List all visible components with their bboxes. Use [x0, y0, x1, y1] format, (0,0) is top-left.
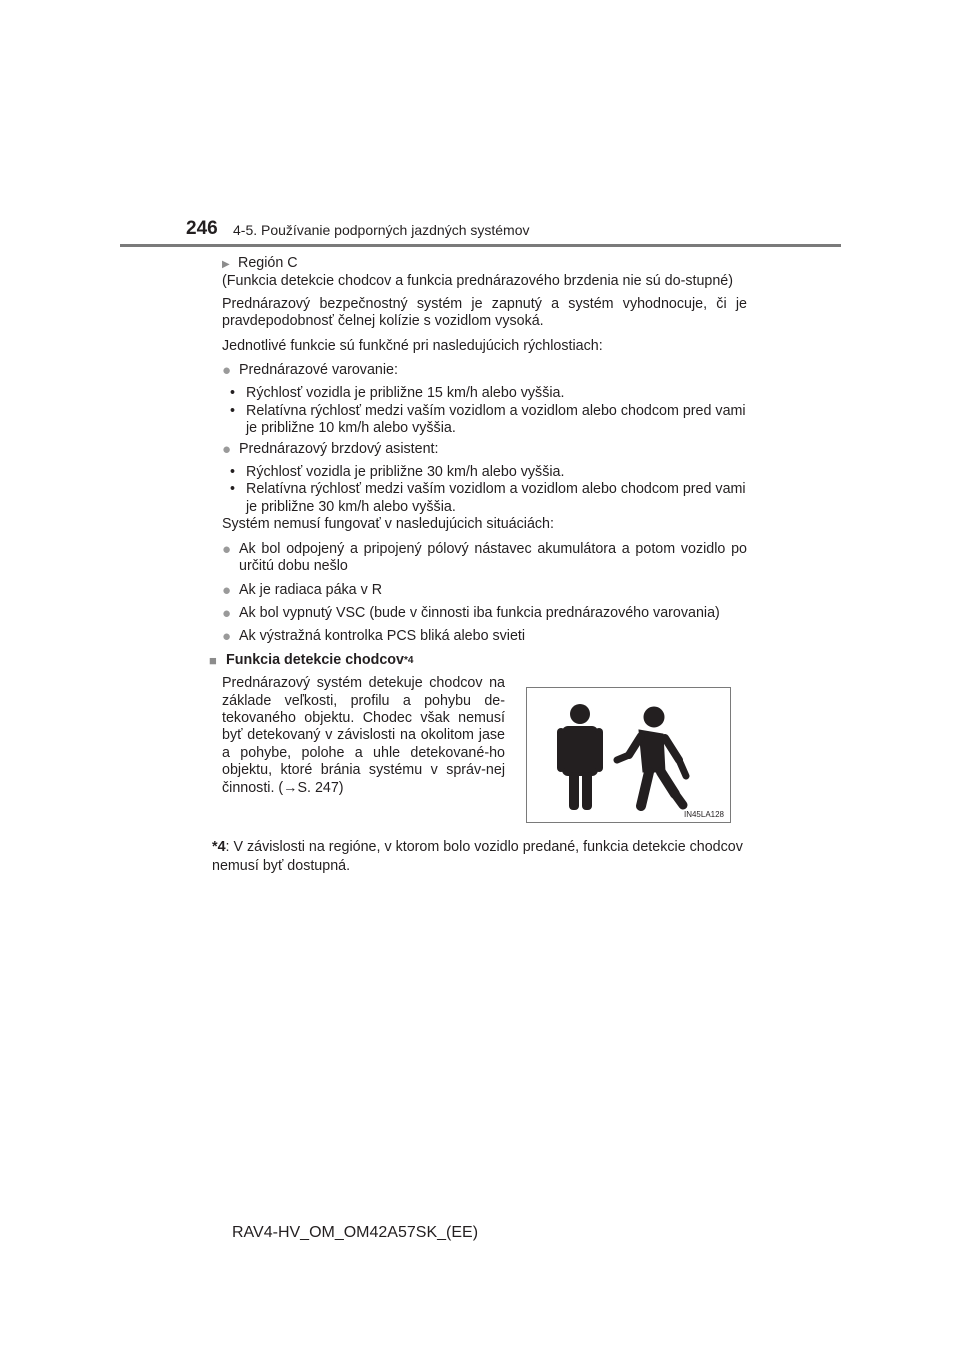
footnote: [212, 838, 747, 876]
triangle-right-icon: ▶: [222, 259, 230, 270]
sub-list: [222, 385, 747, 437]
sub-item: • Rýchlosť vozidla je približne 15 km/h alebo vyššia.: [230, 385, 565, 402]
figure-text: Prednárazový systém detekuje chodcov na základe veľkosti, profilu a pohybu de-tekovaného objektu. Chodec však nemusí byť detekovaný v závislosti na okolitom jase a pohybe, polohe a uhle detekované-ho objektu, ktoré bránia systému v správ-nej činnosti. (→S. 247): [222, 675, 505, 796]
list-item: ● Ak je radiaca páka v R: [222, 581, 383, 599]
footnote-text: : V závislosti na regióne, v ktorom bolo vozidlo predané, funkcia detekcie chodcov nemusí byť dostupná.: [212, 839, 743, 874]
circle-bullet-icon: ●: [222, 604, 232, 622]
paragraph-situations: Systém nemusí fungovať v nasledujúcich situáciách:: [222, 516, 554, 533]
paragraph-speeds: Jednotlivé funkcie sú funkčné pri nasledujúcich rýchlostiach:: [222, 337, 603, 354]
figure-id: IN45LA128: [683, 810, 724, 819]
footer-code: RAV4-HV_OM_OM42A57SK_(EE): [232, 1224, 479, 1241]
circle-bullet-icon: ●: [222, 628, 232, 646]
region-title: ▶ Región C: [222, 255, 747, 273]
circle-bullet-icon: ●: [222, 362, 232, 380]
sub-item: • Relatívna rýchlosť medzi vaším vozidlom a vozidlom alebo chodcom pred vami je približne 10 km/h alebo vyššia.: [230, 402, 746, 437]
circle-bullet-icon: ●: [222, 440, 232, 458]
page-number: 246: [186, 218, 218, 239]
circle-bullet-icon: ●: [222, 581, 232, 599]
sub-item: • Rýchlosť vozidla je približne 30 km/h alebo vyššia.: [230, 464, 565, 481]
region-subtitle: (Funkcia detekcie chodcov a funkcia prednárazového brzdenia nie sú do-stupné): [222, 273, 734, 290]
list-item: ● Ak výstražná kontrolka PCS bliká alebo svieti: [222, 628, 526, 646]
footnote-mark: *4: [212, 839, 226, 855]
paragraph-intro: Prednárazový bezpečnostný systém je zapnutý a systém vyhodnocuje, či je pravdepodobnosť čelnej kolízie s vozidlom vysoká.: [222, 295, 747, 330]
sub-list: [222, 464, 747, 516]
list-item: ● Ak bol vypnutý VSC (bude v činnosti iba funkcia prednárazového varovania): [222, 604, 720, 622]
list-item: ● Prednárazové varovanie:: [222, 362, 398, 380]
sub-item: • Relatívna rýchlosť medzi vaším vozidlom a vozidlom alebo chodcom pred vami je približne 30 km/h alebo vyššia.: [230, 481, 746, 515]
pedestrian-icon: [527, 688, 730, 822]
header-rule: [120, 244, 841, 247]
list-item: ● Ak bol odpojený a pripojený pólový nástavec akumulátora a potom vozidlo po určitú dobu nešlo: [222, 540, 747, 575]
section-heading: ■ Funkcia detekcie chodcov *4: [209, 651, 414, 668]
circle-bullet-icon: ●: [222, 540, 232, 558]
square-bullet-icon: ■: [209, 652, 217, 668]
pedestrian-figure: [526, 687, 731, 823]
list-item: ● Prednárazový brzdový asistent:: [222, 440, 439, 458]
chapter-title: 4-5. Používanie podporných jazdných systémov: [233, 222, 530, 238]
